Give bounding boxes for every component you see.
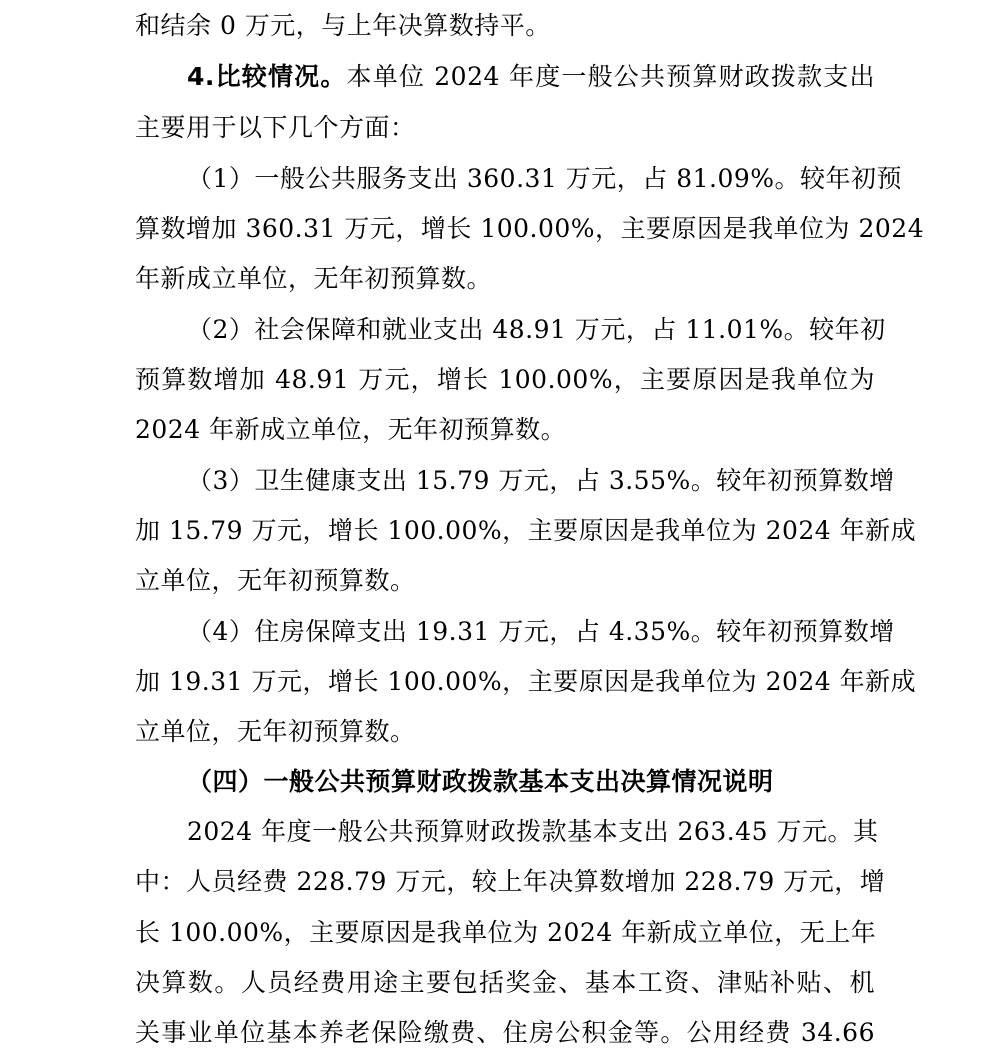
section-heading-basic-expenditure: （四）一般公共预算财政拨款基本支出决算情况说明 xyxy=(187,767,774,796)
text-line-3: 主要用于以下几个方面： xyxy=(135,113,416,142)
text-line-4: （1）一般公共服务支出 360.31 万元，占 81.09%。较年初预 xyxy=(187,164,903,193)
text-line-6: 年新成立单位，无年初预算数。 xyxy=(135,264,493,293)
text-line-17: 2024 年度一般公共预算财政拨款基本支出 263.45 万元。其 xyxy=(187,817,879,846)
text-line-13: （4）住房保障支出 19.31 万元，占 4.35%。较年初预算数增 xyxy=(187,617,895,646)
text-line-15: 立单位，无年初预算数。 xyxy=(135,717,416,746)
text-line-14: 加 19.31 万元，增长 100.00%，主要原因是我单位为 2024 年新成 xyxy=(135,667,917,696)
text-line-7: （2）社会保障和就业支出 48.91 万元，占 11.01%。较年初 xyxy=(187,315,886,344)
section-heading-comparison: 4.比较情况。 xyxy=(187,62,347,91)
text-line-1: 和结余 0 万元，与上年决算数持平。 xyxy=(135,11,551,40)
text-line-20: 决算数。人员经费用途主要包括奖金、基本工资、津贴补贴、机 xyxy=(135,968,875,997)
text-line-11: 加 15.79 万元，增长 100.00%，主要原因是我单位为 2024 年新成 xyxy=(135,516,917,545)
text-line-5: 算数增加 360.31 万元，增长 100.00%，主要原因是我单位为 2024 xyxy=(135,214,925,243)
text-line-19: 长 100.00%，主要原因是我单位为 2024 年新成立单位，无上年 xyxy=(135,918,877,947)
text-line-9: 2024 年新成立单位，无年初预算数。 xyxy=(135,415,567,444)
text-line-21: 关事业单位基本养老保险缴费、住房公积金等。公用经费 34.66 xyxy=(135,1018,875,1047)
text-line-12: 立单位，无年初预算数。 xyxy=(135,566,416,595)
text-line-10: （3）卫生健康支出 15.79 万元，占 3.55%。较年初预算数增 xyxy=(187,466,895,495)
text-line-8: 预算数增加 48.91 万元，增长 100.00%，主要原因是我单位为 xyxy=(135,365,875,394)
text-line-2-body: 本单位 2024 年度一般公共预算财政拨款支出 xyxy=(346,62,875,91)
text-line-18: 中：人员经费 228.79 万元，较上年决算数增加 228.79 万元，增 xyxy=(135,867,886,896)
text-line-2 xyxy=(187,57,875,97)
